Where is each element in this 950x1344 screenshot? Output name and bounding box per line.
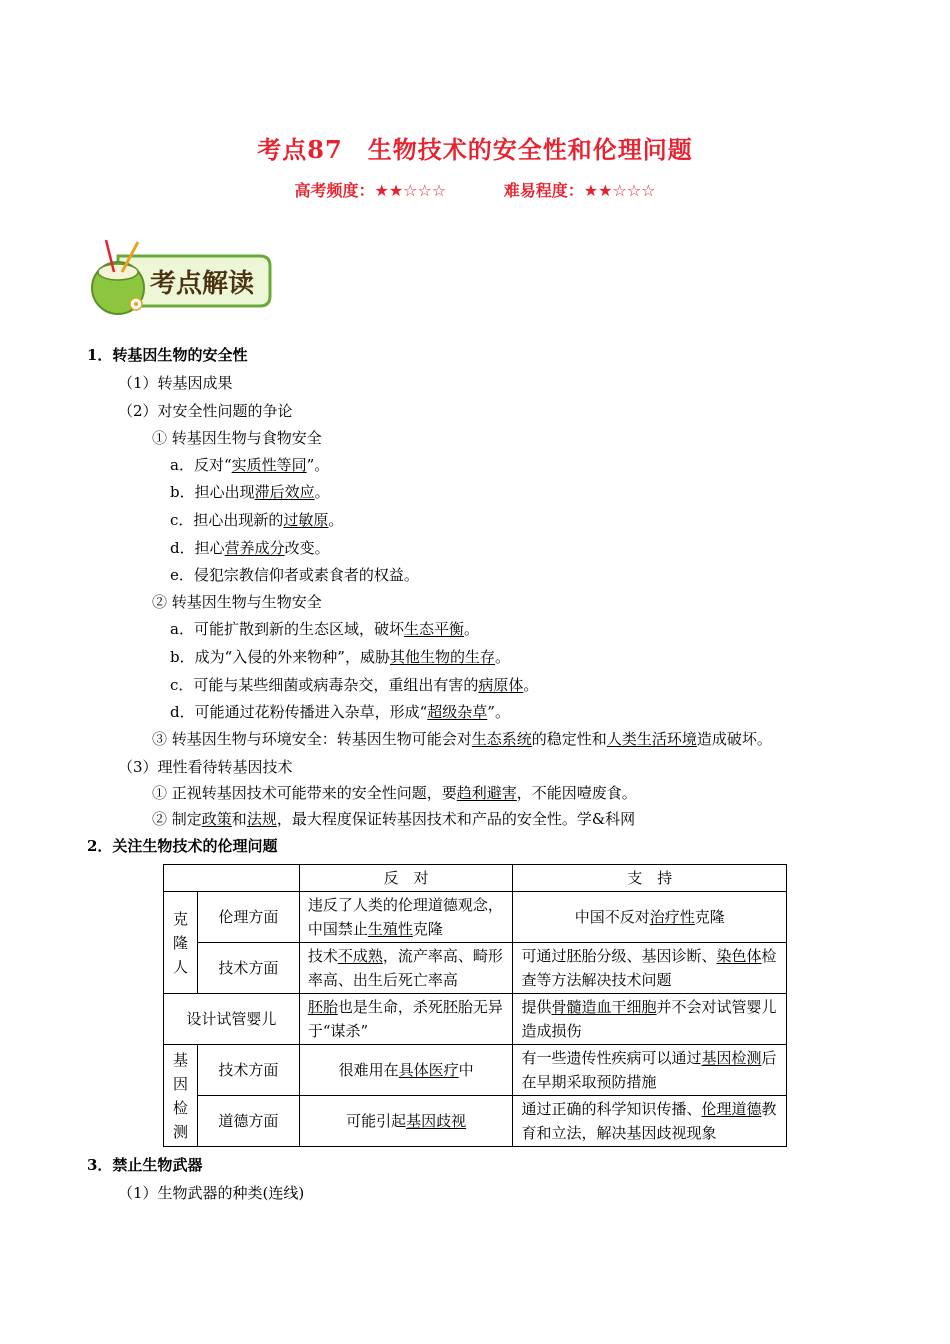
section-1-heading: 1．转基因生物的安全性 (87, 346, 248, 364)
section-2-heading: 2．关注生物技术的伦理问题 (87, 837, 278, 855)
header-support: 支 持 (513, 865, 787, 892)
bio-c: c．可能与某些细菌或病毒杂交，重组出有害的病原体。 (170, 676, 539, 694)
food-d: d．担心营养成分改变。 (170, 539, 330, 557)
item-1-1: （1）转基因成果 (118, 374, 233, 392)
cell-ethics: 伦理方面 (197, 892, 299, 943)
bio-d: d．可能通过花粉传播进入杂草，形成“超级杂草”。 (170, 703, 510, 721)
ethics-table (163, 864, 787, 1147)
item-1-3: （3）理性看待转基因技术 (118, 758, 293, 776)
section-banner (88, 238, 273, 318)
cell-gene-moral-support: 通过正确的科学知识传播、伦理道德教育和立法，解决基因歧视现象 (513, 1096, 787, 1147)
cell-ivf-support: 提供骨髓造血干细胞并不会对试管婴儿造成损伤 (513, 994, 787, 1045)
cell-gene-moral: 道德方面 (197, 1096, 299, 1147)
section-3-heading: 3．禁止生物武器 (87, 1156, 203, 1174)
table-header-row (164, 865, 787, 892)
cell-ethics-oppose: 违反了人类的伦理道德观念，中国禁止生殖性克隆 (299, 892, 513, 943)
cell-ethics-support: 中国不反对治疗性克隆 (513, 892, 787, 943)
cell-gene-tech-oppose: 很难用在具体医疗中 (299, 1045, 513, 1096)
sub-food-safety: ① 转基因生物与食物安全 (152, 429, 322, 447)
bio-b: b．成为“入侵的外来物种”，威胁其他生物的生存。 (170, 648, 510, 666)
food-b: b．担心出现滞后效应。 (170, 483, 330, 501)
sub-bio-safety: ② 转基因生物与生物安全 (152, 593, 322, 611)
cell-tech-oppose: 技术不成熟，流产率高、畸形率高、出生后死亡率高 (299, 943, 513, 994)
bio-a: a．可能扩散到新的生态区域，破坏生态平衡。 (170, 620, 479, 638)
table-row (164, 1096, 787, 1147)
cell-tech: 技术方面 (197, 943, 299, 994)
frequency-row (0, 178, 950, 201)
header-oppose: 反 对 (299, 865, 513, 892)
rational-1: ① 正视转基因技术可能带来的安全性问题，要趋利避害，不能因噎废食。 (152, 784, 637, 802)
page-title: 考点87 生物技术的安全性和伦理问题 (257, 135, 693, 164)
food-e: e．侵犯宗教信仰者或素食者的权益。 (170, 566, 419, 584)
cell-gene: 基因检测 (164, 1045, 198, 1147)
cell-gene-tech-support: 有一些遗传性疾病可以通过基因检测后在早期采取预防措施 (513, 1045, 787, 1096)
banner-text: 考点解读 (150, 269, 255, 299)
frequency-rating: 高考频度：★★☆☆☆ (294, 181, 447, 200)
cell-ivf: 设计试管婴儿 (164, 994, 300, 1045)
table-row (164, 994, 787, 1045)
cell-gene-tech: 技术方面 (197, 1045, 299, 1096)
cell-clone: 克隆人 (164, 892, 198, 994)
cell-tech-support: 可通过胚胎分级、基因诊断、染色体检查等方法解决技术问题 (513, 943, 787, 994)
table-row (164, 943, 787, 994)
cell-ivf-oppose: 胚胎也是生命，杀死胚胎无异于“谋杀” (299, 994, 513, 1045)
item-1-2: （2）对安全性问题的争论 (118, 402, 293, 420)
rational-2: ② 制定政策和法规，最大程度保证转基因技术和产品的安全性。学&科网 (152, 810, 636, 828)
table-corner (164, 865, 300, 892)
item-3-1: （1）生物武器的种类(连线) (118, 1184, 305, 1202)
food-c: c．担心出现新的过敏原。 (170, 511, 344, 529)
table-row (164, 892, 787, 943)
difficulty-rating: 难易程度：★★☆☆☆ (503, 181, 656, 200)
table-row (164, 1045, 787, 1096)
cell-gene-moral-oppose: 可能引起基因歧视 (299, 1096, 513, 1147)
sub-env-safety: ③ 转基因生物与环境安全：转基因生物可能会对生态系统的稳定性和人类生活环境造成破坏。 (152, 730, 772, 748)
food-a: a．反对“实质性等同”。 (170, 456, 330, 474)
